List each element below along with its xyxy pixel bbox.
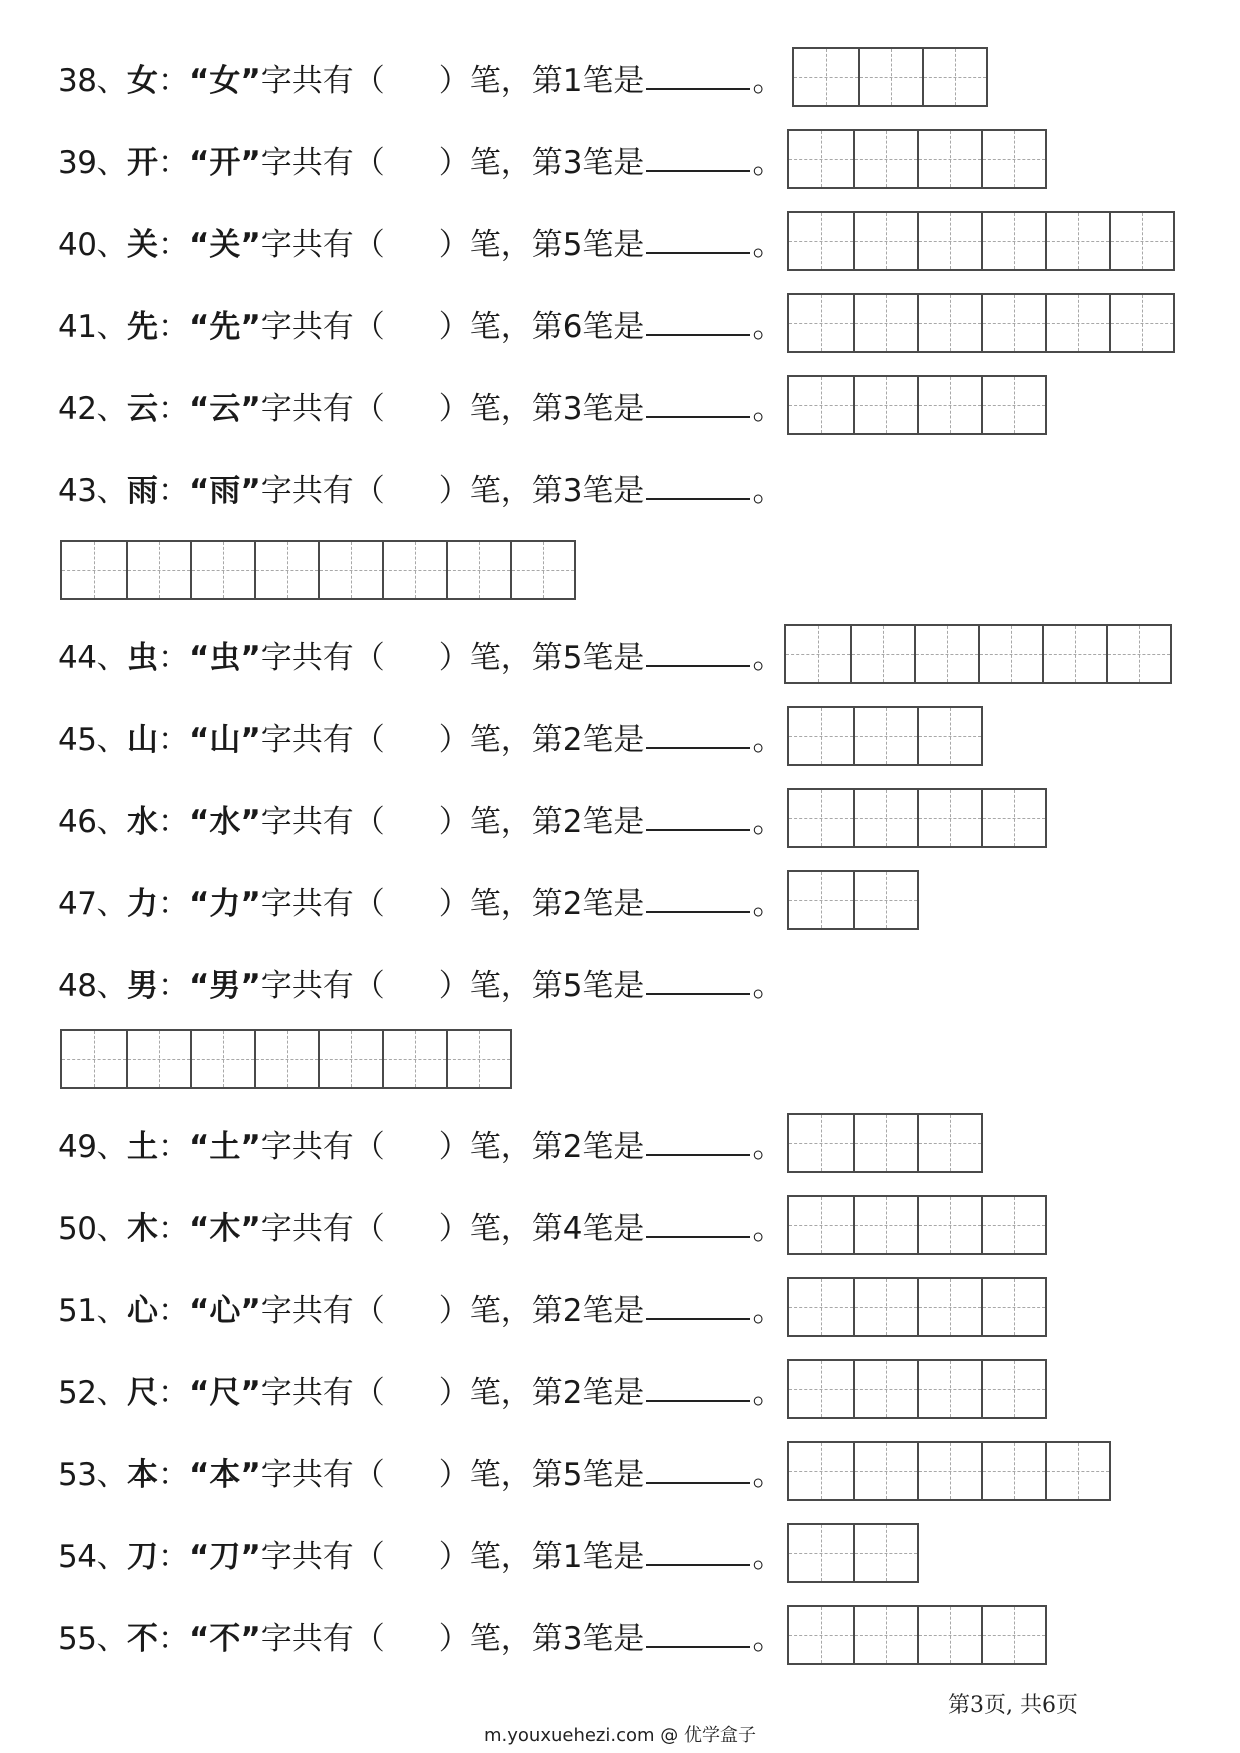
stroke-order-prompt: 第1笔是 bbox=[531, 1538, 645, 1575]
grid-cell[interactable] bbox=[1109, 295, 1173, 351]
quoted-character: “虫” bbox=[188, 639, 261, 676]
question-row bbox=[58, 1357, 1208, 1421]
writing-grid[interactable] bbox=[787, 1195, 1047, 1255]
target-character: 本 bbox=[126, 1456, 158, 1493]
stroke-answer-blank[interactable] bbox=[646, 146, 750, 172]
grid-cell[interactable] bbox=[917, 1197, 981, 1253]
grid-cell[interactable] bbox=[981, 377, 1045, 433]
target-character: 雨 bbox=[126, 472, 158, 509]
stroke-count-suffix: ）笔， bbox=[438, 885, 532, 922]
question-number: 43、 bbox=[58, 472, 127, 509]
grid-cell[interactable] bbox=[382, 542, 446, 598]
question-row bbox=[58, 1521, 1208, 1585]
grid-cell[interactable] bbox=[853, 1607, 917, 1663]
grid-cell[interactable] bbox=[853, 1361, 917, 1417]
grid-cell[interactable] bbox=[853, 708, 917, 764]
grid-cell[interactable] bbox=[981, 1443, 1045, 1499]
stroke-order-prompt: 第2笔是 bbox=[531, 1374, 645, 1411]
target-character: 刀 bbox=[126, 1538, 158, 1575]
grid-cell[interactable] bbox=[917, 1443, 981, 1499]
grid-cell[interactable] bbox=[917, 1361, 981, 1417]
question-row bbox=[58, 1193, 1208, 1257]
writing-grid[interactable] bbox=[787, 293, 1175, 353]
target-character: 山 bbox=[126, 721, 158, 758]
grid-cell[interactable] bbox=[789, 1361, 853, 1417]
stroke-answer-blank[interactable] bbox=[646, 474, 750, 500]
writing-grid[interactable] bbox=[787, 1113, 983, 1173]
writing-grid[interactable] bbox=[787, 375, 1047, 435]
target-character: 力 bbox=[126, 885, 158, 922]
grid-cell[interactable] bbox=[1045, 1443, 1109, 1499]
grid-cell[interactable] bbox=[1042, 626, 1106, 682]
grid-cell[interactable] bbox=[981, 1197, 1045, 1253]
grid-cell[interactable] bbox=[789, 295, 853, 351]
writing-grid[interactable] bbox=[787, 1441, 1111, 1501]
stroke-count-prompt: 字共有（ bbox=[260, 1374, 385, 1411]
writing-grid[interactable] bbox=[792, 47, 988, 107]
writing-grid[interactable] bbox=[784, 624, 1172, 684]
stroke-count-suffix: ）笔， bbox=[438, 967, 532, 1004]
question-number: 48、 bbox=[58, 967, 127, 1004]
stroke-count-prompt: 字共有（ bbox=[260, 967, 385, 1004]
grid-cell[interactable] bbox=[853, 872, 917, 928]
target-character: 心 bbox=[126, 1292, 158, 1329]
stroke-answer-blank[interactable] bbox=[646, 392, 750, 418]
writing-grid[interactable] bbox=[787, 1523, 919, 1583]
target-character: 不 bbox=[126, 1620, 158, 1657]
sentence-period: 。 bbox=[752, 803, 784, 840]
grid-cell[interactable] bbox=[981, 1279, 1045, 1335]
question-text bbox=[58, 1285, 787, 1330]
question-row bbox=[58, 209, 1208, 273]
stroke-answer-blank[interactable] bbox=[646, 641, 750, 667]
question-row bbox=[58, 291, 1208, 355]
question-number: 53、 bbox=[58, 1456, 127, 1493]
grid-cell[interactable] bbox=[917, 377, 981, 433]
colon-separator: ： bbox=[157, 885, 189, 922]
colon-separator: ： bbox=[157, 1456, 189, 1493]
question-row bbox=[58, 1275, 1208, 1339]
grid-cell[interactable] bbox=[917, 213, 981, 269]
question-text bbox=[58, 1613, 787, 1658]
quoted-character: “刀” bbox=[188, 1538, 261, 1575]
stroke-answer-blank[interactable] bbox=[646, 310, 750, 336]
stroke-count-prompt: 字共有（ bbox=[260, 803, 385, 840]
stroke-order-prompt: 第5笔是 bbox=[531, 1456, 645, 1493]
question-row bbox=[58, 786, 1208, 850]
colon-separator: ： bbox=[157, 1620, 189, 1657]
sentence-period: 。 bbox=[752, 967, 784, 1004]
grid-cell[interactable] bbox=[850, 626, 914, 682]
grid-cell[interactable] bbox=[853, 790, 917, 846]
stroke-count-prompt: 字共有（ bbox=[260, 885, 385, 922]
grid-cell[interactable] bbox=[62, 1031, 126, 1087]
stroke-order-prompt: 第2笔是 bbox=[531, 721, 645, 758]
stroke-order-prompt: 第3笔是 bbox=[531, 472, 645, 509]
grid-cell[interactable] bbox=[126, 1031, 190, 1087]
stroke-count-prompt: 字共有（ bbox=[260, 62, 385, 99]
writing-grid[interactable] bbox=[60, 1029, 512, 1089]
grid-cell[interactable] bbox=[1106, 626, 1170, 682]
stroke-count-suffix: ）笔， bbox=[438, 639, 532, 676]
colon-separator: ： bbox=[157, 62, 189, 99]
stroke-answer-blank[interactable] bbox=[646, 805, 750, 831]
question-row bbox=[58, 45, 1208, 109]
question-number: 52、 bbox=[58, 1374, 127, 1411]
quoted-character: “山” bbox=[188, 721, 261, 758]
question-row bbox=[58, 1111, 1208, 1175]
writing-grid[interactable] bbox=[787, 129, 1047, 189]
footer-site: m.youxuehezi.com @ 优学盒子 bbox=[483, 1725, 756, 1746]
question-number: 38、 bbox=[58, 62, 127, 99]
question-row bbox=[58, 622, 1208, 686]
question-text bbox=[58, 55, 787, 100]
stroke-answer-blank[interactable] bbox=[646, 1294, 750, 1320]
grid-cell[interactable] bbox=[190, 1031, 254, 1087]
quoted-character: “不” bbox=[188, 1620, 261, 1657]
question-text bbox=[58, 219, 787, 264]
stroke-order-prompt: 第2笔是 bbox=[531, 885, 645, 922]
question-text bbox=[58, 878, 787, 923]
stroke-count-prompt: 字共有（ bbox=[260, 226, 385, 263]
question-text bbox=[58, 301, 787, 346]
question-number: 45、 bbox=[58, 721, 127, 758]
sentence-period: 。 bbox=[752, 144, 784, 181]
sentence-period: 。 bbox=[752, 1456, 784, 1493]
stroke-count-prompt: 字共有（ bbox=[260, 1538, 385, 1575]
grid-cell[interactable] bbox=[981, 131, 1045, 187]
grid-cell[interactable] bbox=[978, 626, 1042, 682]
stroke-answer-blank[interactable] bbox=[646, 228, 750, 254]
stroke-order-prompt: 第5笔是 bbox=[531, 226, 645, 263]
grid-cell[interactable] bbox=[917, 1279, 981, 1335]
stroke-order-prompt: 第2笔是 bbox=[531, 803, 645, 840]
stroke-count-prompt: 字共有（ bbox=[260, 472, 385, 509]
stroke-count-suffix: ）笔， bbox=[438, 1456, 532, 1493]
question-row bbox=[58, 1603, 1208, 1667]
stroke-count-prompt: 字共有（ bbox=[260, 308, 385, 345]
question-text bbox=[58, 1367, 787, 1412]
stroke-count-suffix: ）笔， bbox=[438, 1292, 532, 1329]
grid-cell[interactable] bbox=[789, 790, 853, 846]
grid-cell[interactable] bbox=[794, 49, 858, 105]
colon-separator: ： bbox=[157, 1374, 189, 1411]
colon-separator: ： bbox=[157, 721, 189, 758]
grid-cell[interactable] bbox=[1109, 213, 1173, 269]
quoted-character: “水” bbox=[188, 803, 261, 840]
question-row bbox=[58, 868, 1208, 932]
sentence-period: 。 bbox=[752, 226, 784, 263]
quoted-character: “男” bbox=[188, 967, 261, 1004]
stroke-count-suffix: ）笔， bbox=[438, 472, 532, 509]
grid-cell[interactable] bbox=[789, 708, 853, 764]
grid-cell[interactable] bbox=[981, 295, 1045, 351]
grid-cell[interactable] bbox=[446, 1031, 510, 1087]
target-character: 女 bbox=[126, 62, 158, 99]
quoted-character: “雨” bbox=[188, 472, 261, 509]
question-row bbox=[58, 1439, 1208, 1503]
stroke-count-suffix: ）笔， bbox=[438, 1128, 532, 1165]
question-text bbox=[58, 1531, 787, 1576]
question-text bbox=[58, 632, 787, 677]
grid-cell[interactable] bbox=[981, 1361, 1045, 1417]
question-number: 47、 bbox=[58, 885, 127, 922]
grid-cell[interactable] bbox=[786, 626, 850, 682]
target-character: 男 bbox=[126, 967, 158, 1004]
colon-separator: ： bbox=[157, 967, 189, 1004]
colon-separator: ： bbox=[157, 1210, 189, 1247]
grid-cell[interactable] bbox=[981, 213, 1045, 269]
target-character: 关 bbox=[126, 226, 158, 263]
sentence-period: 。 bbox=[752, 390, 784, 427]
question-row bbox=[58, 455, 1208, 519]
colon-separator: ： bbox=[157, 226, 189, 263]
target-character: 土 bbox=[126, 1128, 158, 1165]
target-character: 水 bbox=[126, 803, 158, 840]
grid-cell[interactable] bbox=[853, 213, 917, 269]
question-text bbox=[58, 137, 787, 182]
stroke-order-prompt: 第4笔是 bbox=[531, 1210, 645, 1247]
question-number: 55、 bbox=[58, 1620, 127, 1657]
stroke-answer-blank[interactable] bbox=[646, 1130, 750, 1156]
stroke-answer-blank[interactable] bbox=[646, 64, 750, 90]
colon-separator: ： bbox=[157, 308, 189, 345]
grid-cell[interactable] bbox=[789, 872, 853, 928]
stroke-count-suffix: ）笔， bbox=[438, 721, 532, 758]
grid-cell[interactable] bbox=[190, 542, 254, 598]
sentence-period: 。 bbox=[752, 1210, 784, 1247]
stroke-count-prompt: 字共有（ bbox=[260, 1292, 385, 1329]
sentence-period: 。 bbox=[752, 1292, 784, 1329]
question-row bbox=[58, 704, 1208, 768]
colon-separator: ： bbox=[157, 803, 189, 840]
grid-cell[interactable] bbox=[789, 1525, 853, 1581]
grid-cell[interactable] bbox=[853, 1197, 917, 1253]
stroke-count-suffix: ）笔， bbox=[438, 390, 532, 427]
stroke-count-suffix: ）笔， bbox=[438, 1210, 532, 1247]
colon-separator: ： bbox=[157, 1128, 189, 1165]
grid-cell[interactable] bbox=[858, 49, 922, 105]
stroke-count-suffix: ）笔， bbox=[438, 144, 532, 181]
question-text bbox=[58, 465, 787, 510]
grid-cell[interactable] bbox=[981, 1607, 1045, 1663]
grid-cell[interactable] bbox=[1045, 213, 1109, 269]
quoted-character: “女” bbox=[188, 62, 261, 99]
stroke-order-prompt: 第3笔是 bbox=[531, 1620, 645, 1657]
target-character: 开 bbox=[126, 144, 158, 181]
question-text bbox=[58, 383, 787, 428]
stroke-count-prompt: 字共有（ bbox=[260, 639, 385, 676]
grid-cell[interactable] bbox=[446, 542, 510, 598]
question-number: 41、 bbox=[58, 308, 127, 345]
colon-separator: ： bbox=[157, 1538, 189, 1575]
writing-grid[interactable] bbox=[787, 788, 1047, 848]
stroke-count-prompt: 字共有（ bbox=[260, 144, 385, 181]
stroke-count-prompt: 字共有（ bbox=[260, 1620, 385, 1657]
stroke-count-suffix: ）笔， bbox=[438, 62, 532, 99]
stroke-count-suffix: ）笔， bbox=[438, 226, 532, 263]
quoted-character: “尺” bbox=[188, 1374, 261, 1411]
question-number: 42、 bbox=[58, 390, 127, 427]
target-character: 云 bbox=[126, 390, 158, 427]
grid-cell[interactable] bbox=[917, 1115, 981, 1171]
grid-cell[interactable] bbox=[789, 1279, 853, 1335]
stroke-count-prompt: 字共有（ bbox=[260, 1128, 385, 1165]
quoted-character: “木” bbox=[188, 1210, 261, 1247]
colon-separator: ： bbox=[157, 472, 189, 509]
grid-cell[interactable] bbox=[853, 1525, 917, 1581]
sentence-period: 。 bbox=[752, 721, 784, 758]
grid-cell[interactable] bbox=[254, 542, 318, 598]
question-number: 54、 bbox=[58, 1538, 127, 1575]
question-row bbox=[58, 950, 1208, 1014]
question-text bbox=[58, 1203, 787, 1248]
sentence-period: 。 bbox=[752, 308, 784, 345]
grid-cell[interactable] bbox=[254, 1031, 318, 1087]
sentence-period: 。 bbox=[752, 1538, 784, 1575]
stroke-count-suffix: ）笔， bbox=[438, 1538, 532, 1575]
quoted-character: “土” bbox=[188, 1128, 261, 1165]
stroke-order-prompt: 第2笔是 bbox=[531, 1292, 645, 1329]
stroke-answer-blank[interactable] bbox=[646, 723, 750, 749]
colon-separator: ： bbox=[157, 1292, 189, 1329]
question-text bbox=[58, 796, 787, 841]
stroke-count-suffix: ）笔， bbox=[438, 308, 532, 345]
quoted-character: “先” bbox=[188, 308, 261, 345]
sentence-period: 。 bbox=[752, 1620, 784, 1657]
stroke-order-prompt: 第5笔是 bbox=[531, 639, 645, 676]
question-row bbox=[58, 373, 1208, 437]
writing-grid[interactable] bbox=[787, 211, 1175, 271]
grid-cell[interactable] bbox=[917, 790, 981, 846]
sentence-period: 。 bbox=[752, 639, 784, 676]
question-number: 49、 bbox=[58, 1128, 127, 1165]
grid-cell[interactable] bbox=[981, 790, 1045, 846]
grid-cell[interactable] bbox=[382, 1031, 446, 1087]
quoted-character: “开” bbox=[188, 144, 261, 181]
question-number: 40、 bbox=[58, 226, 127, 263]
question-number: 50、 bbox=[58, 1210, 127, 1247]
grid-cell[interactable] bbox=[1045, 295, 1109, 351]
stroke-answer-blank[interactable] bbox=[646, 887, 750, 913]
writing-grid[interactable] bbox=[787, 1277, 1047, 1337]
sentence-period: 。 bbox=[752, 1374, 784, 1411]
grid-cell[interactable] bbox=[318, 1031, 382, 1087]
stroke-order-prompt: 第2笔是 bbox=[531, 1128, 645, 1165]
grid-cell[interactable] bbox=[853, 377, 917, 433]
quoted-character: “关” bbox=[188, 226, 261, 263]
colon-separator: ： bbox=[157, 144, 189, 181]
stroke-count-prompt: 字共有（ bbox=[260, 1210, 385, 1247]
stroke-order-prompt: 第6笔是 bbox=[531, 308, 645, 345]
grid-cell[interactable] bbox=[914, 626, 978, 682]
question-row bbox=[58, 127, 1208, 191]
stroke-count-prompt: 字共有（ bbox=[260, 390, 385, 427]
quoted-character: “心” bbox=[188, 1292, 261, 1329]
stroke-count-suffix: ）笔， bbox=[438, 1620, 532, 1657]
stroke-order-prompt: 第1笔是 bbox=[531, 62, 645, 99]
grid-cell[interactable] bbox=[789, 213, 853, 269]
grid-cell[interactable] bbox=[917, 1607, 981, 1663]
stroke-answer-blank[interactable] bbox=[646, 1540, 750, 1566]
grid-cell[interactable] bbox=[126, 542, 190, 598]
grid-cell[interactable] bbox=[789, 1607, 853, 1663]
question-text bbox=[58, 714, 787, 759]
writing-grid[interactable] bbox=[787, 1359, 1047, 1419]
question-number: 39、 bbox=[58, 144, 127, 181]
question-text bbox=[58, 1449, 787, 1494]
grid-cell[interactable] bbox=[853, 1279, 917, 1335]
writing-grid[interactable] bbox=[60, 540, 576, 600]
question-number: 46、 bbox=[58, 803, 127, 840]
question-text bbox=[58, 1121, 787, 1166]
sentence-period: 。 bbox=[752, 885, 784, 922]
grid-cell[interactable] bbox=[922, 49, 986, 105]
grid-cell[interactable] bbox=[789, 1115, 853, 1171]
page-number: 第3页, 共6页 bbox=[948, 1693, 1078, 1718]
grid-cell[interactable] bbox=[853, 1443, 917, 1499]
grid-cell[interactable] bbox=[510, 542, 574, 598]
sentence-period: 。 bbox=[752, 472, 784, 509]
question-text bbox=[58, 960, 787, 1005]
quoted-character: “本” bbox=[188, 1456, 261, 1493]
stroke-answer-blank[interactable] bbox=[646, 1212, 750, 1238]
stroke-count-prompt: 字共有（ bbox=[260, 1456, 385, 1493]
grid-cell[interactable] bbox=[789, 1197, 853, 1253]
stroke-order-prompt: 第5笔是 bbox=[531, 967, 645, 1004]
question-number: 44、 bbox=[58, 639, 127, 676]
grid-cell[interactable] bbox=[62, 542, 126, 598]
stroke-count-suffix: ）笔， bbox=[438, 1374, 532, 1411]
grid-cell[interactable] bbox=[853, 295, 917, 351]
stroke-answer-blank[interactable] bbox=[646, 1622, 750, 1648]
quoted-character: “力” bbox=[188, 885, 261, 922]
sentence-period: 。 bbox=[752, 1128, 784, 1165]
grid-cell[interactable] bbox=[789, 377, 853, 433]
writing-grid[interactable] bbox=[787, 1605, 1047, 1665]
grid-cell[interactable] bbox=[318, 542, 382, 598]
colon-separator: ： bbox=[157, 390, 189, 427]
writing-grid[interactable] bbox=[787, 870, 919, 930]
grid-cell[interactable] bbox=[789, 131, 853, 187]
grid-cell[interactable] bbox=[853, 131, 917, 187]
target-character: 虫 bbox=[126, 639, 158, 676]
colon-separator: ： bbox=[157, 639, 189, 676]
grid-cell[interactable] bbox=[917, 131, 981, 187]
grid-cell[interactable] bbox=[917, 708, 981, 764]
stroke-count-suffix: ）笔， bbox=[438, 803, 532, 840]
stroke-order-prompt: 第3笔是 bbox=[531, 144, 645, 181]
grid-cell[interactable] bbox=[853, 1115, 917, 1171]
stroke-answer-blank[interactable] bbox=[646, 969, 750, 995]
grid-cell[interactable] bbox=[917, 295, 981, 351]
stroke-answer-blank[interactable] bbox=[646, 1458, 750, 1484]
writing-grid[interactable] bbox=[787, 706, 983, 766]
target-character: 先 bbox=[126, 308, 158, 345]
target-character: 木 bbox=[126, 1210, 158, 1247]
stroke-answer-blank[interactable] bbox=[646, 1376, 750, 1402]
target-character: 尺 bbox=[126, 1374, 158, 1411]
stroke-order-prompt: 第3笔是 bbox=[531, 390, 645, 427]
sentence-period: 。 bbox=[752, 62, 784, 99]
question-number: 51、 bbox=[58, 1292, 127, 1329]
stroke-count-prompt: 字共有（ bbox=[260, 721, 385, 758]
grid-cell[interactable] bbox=[789, 1443, 853, 1499]
quoted-character: “云” bbox=[188, 390, 261, 427]
